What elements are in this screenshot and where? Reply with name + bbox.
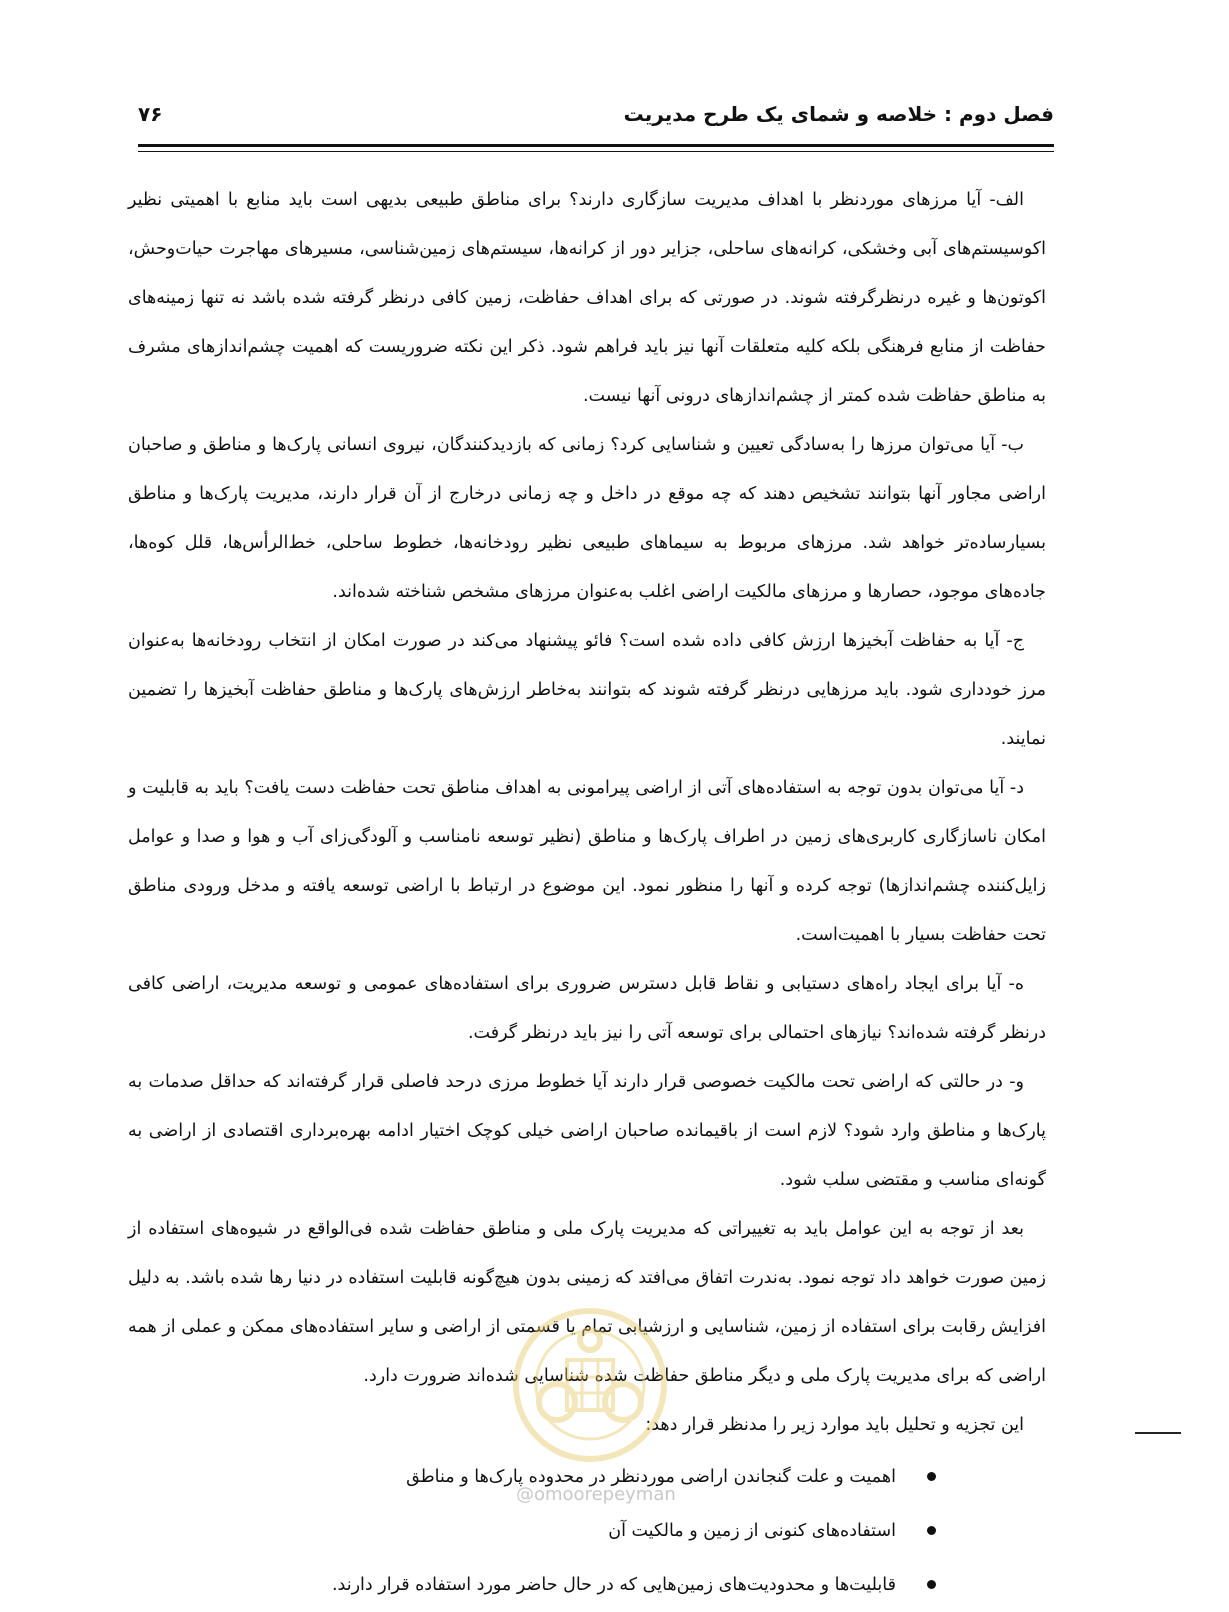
paragraph-conclusion: بعد از توجه به این عوامل باید به تغییراتی که مدیریت پارک ملی و مناطق حفاظت شده فی‌الواقع در شیوه‌های استفاده از زمین صورت خواهد داد توجه نمود. به‌ندرت اتفاق می‌افتد که زمینی بدون هیچ‌گونه قابلیت استفاده در دنیا رها شده باشد. به دلیل افزایش رقابت برای استفاده از زمین، شناسایی و ارزشیابی تمام یا قسمتی از اراضی و سایر استفاده‌های ممکن و عملی از همه اراضی که برای مدیریت پارک ملی و دیگر مناطق حفاظت شده شناسایی شده‌اند ضرورت دارد.: [128, 1219, 1046, 1386]
list-item: [128, 1504, 936, 1558]
list-item-text: قابلیت‌ها و محدودیت‌های زمین‌هایی که در حال حاضر مورد استفاده قرار دارند.: [331, 1575, 896, 1595]
paragraph-vav: و- در حالتی که اراضی تحت مالکیت خصوصی قرار دارند آیا خطوط مرزی درحد فاصلی قرار گرفته‌اند که حداقل صدمات به پارک‌ها و مناطق وارد شود؟ لازم است از باقیمانده صاحبان اراضی خیلی کوچک اختیار ادامه بهره‌برداری اقتصادی از اراضی به گونه‌ای مناسب و مقتضی سلب شود.: [128, 1072, 1046, 1190]
page-number: ۷۶: [138, 102, 163, 126]
paragraph-dal: د- آیا می‌توان بدون توجه به استفاده‌های آتی از اراضی پیرامونی به اهداف مناطق تحت حفاظت دست یافت؟ باید به قابلیت و امکان ناسازگاری کاربری‌های زمین در اطراف پارک‌ها و مناطق (نظیر توسعه نامناسب و آلودگی‌زای آب و هوا و صدا و عوامل زایل‌کننده چشم‌اندازها) توجه کرده و آنها را منظور نمود. این موضوع در ارتباط با اراضی توسعه یافته و مدخل ورودی مناطق تحت حفاظت بسیار با اهمیت‌است.: [128, 778, 1046, 945]
list-item-text: اهمیت و علت گنجاندن اراضی موردنظر در محدوده پارک‌ها و مناطق: [406, 1467, 896, 1487]
paragraph-he: ه- آیا برای ایجاد راه‌های دستیابی و نقاط قابل دسترس ضروری برای استفاده‌های عمومی و توسعه مدیریت، اراضی کافی درنظر گرفته شده‌اند؟ نیازهای احتمالی برای توسعه آتی را نیز باید درنظر گرفت.: [128, 974, 1046, 1043]
chapter-title: فصل دوم : خلاصه و شمای یک طرح مدیریت: [623, 102, 1054, 126]
body-text: [128, 176, 1046, 1612]
list-item: [128, 1558, 936, 1612]
watermark-handle: @omoorepeyman: [516, 1484, 676, 1505]
bullet-icon: [927, 1526, 936, 1535]
margin-mark: [1135, 1432, 1181, 1434]
page-header: [138, 100, 1054, 140]
bullet-icon: [927, 1472, 936, 1481]
header-rule-thick: [138, 144, 1054, 147]
paragraph-jim: ج- آیا به حفاظت آبخیزها ارزش کافی داده شده است؟ فائو پیشنهاد می‌کند در صورت امکان از انتخاب رودخانه‌ها به‌عنوان مرز خودداری شود. باید مرزهایی درنظر گرفته شوند که بتوانند به‌خاطر ارزش‌های پارک‌ها و مناطق حفاظت آبخیزها را تضمین نمایند.: [128, 631, 1046, 749]
bullet-icon: [927, 1580, 936, 1589]
header-rule-thin: [138, 151, 1054, 152]
paragraph-alef: الف- آیا مرزهای موردنظر با اهداف مدیریت سازگاری دارند؟ برای مناطق طبیعی بدیهی است باید منابع با اهمیتی نظیر اکوسیستم‌های آبی وخشکی، کرانه‌های ساحلی، جزایر دور از کرانه‌ها، سیستم‌های زمین‌شناسی، مسیرهای مهاجرت حیات‌وحش، اکوتون‌ها و غیره درنظرگرفته شوند. در صورتی که برای اهداف حفاظت، زمین کافی درنظر گرفته شده باشد نه تنها زمینه‌های حفاظت از منابع فرهنگی بلکه کلیه متعلقات آنها نیز باید فراهم شود. ذکر این نکته ضروریست که اهمیت چشم‌اندازهای مشرف به مناطق حفاظت شده کمتر از چشم‌اندازهای درونی آنها نیست.: [128, 190, 1046, 406]
paragraph-be: ب- آیا می‌توان مرزها را به‌سادگی تعیین و شناسایی کرد؟ زمانی که بازدیدکنندگان، نیروی انسانی پارک‌ها و مناطق و صاحبان اراضی مجاور آنها بتوانند تشخیص دهند که چه موقع در داخل و چه زمانی درخارج از آن قرار دارند، مدیریت پارک‌ها و مناطق بسیارساده‌تر خواهد شد. مرزهای مربوط به سیماهای طبیعی نظیر رودخانه‌ها، خطوط ساحلی، خط‌الرأس‌ها، قلل کوه‌ها، جاده‌های موجود، حصارها و مرزهای مالکیت اراضی اغلب به‌عنوان مرزهای مشخص شناخته شده‌اند.: [128, 435, 1046, 602]
list-intro: این تجزیه و تحلیل باید موارد زیر را مدنظر قرار دهد:: [645, 1415, 1024, 1435]
bullet-list: [128, 1450, 1046, 1612]
list-item-text: استفاده‌های کنونی از زمین و مالکیت آن: [608, 1521, 896, 1541]
